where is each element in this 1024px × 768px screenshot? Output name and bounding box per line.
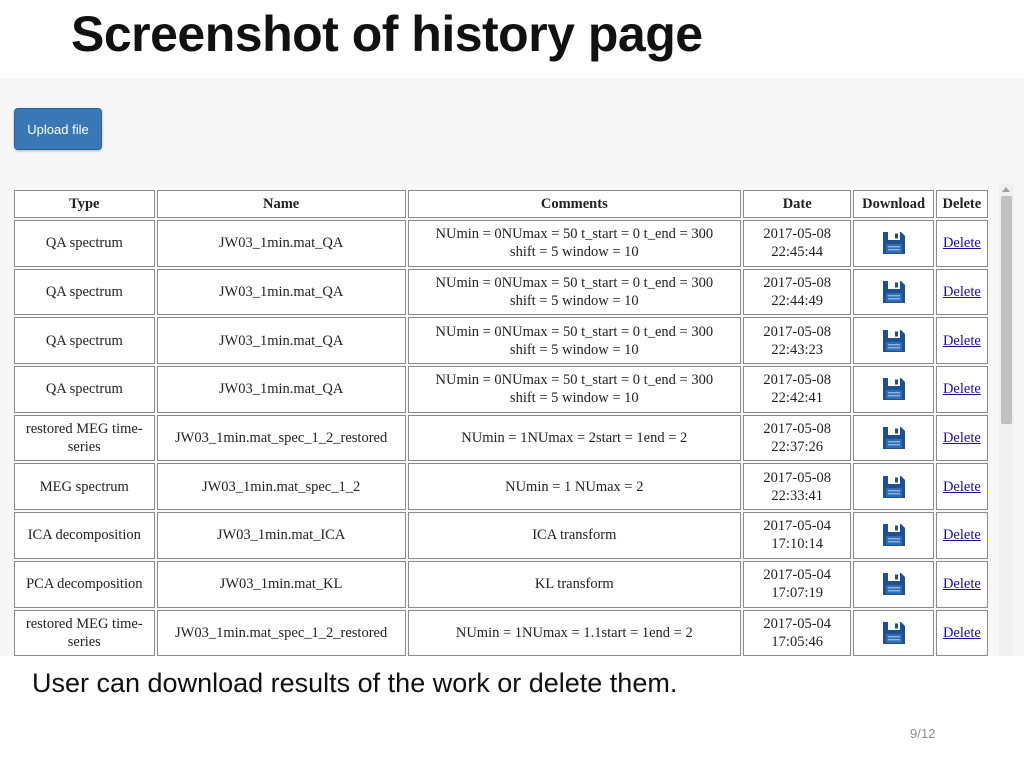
cell-name: JW03_1min.mat_QA [157, 220, 406, 267]
floppy-disk-icon[interactable] [881, 328, 907, 354]
comments-line-2: shift = 5 window = 10 [509, 341, 639, 358]
comments-line-1: NUmin = 0NUmax = 50 t_start = 0 t_end = 300 [435, 226, 714, 243]
delete-link[interactable]: Delete [942, 430, 981, 447]
table-row [14, 463, 988, 510]
cell-name: JW03_1min.mat_QA [157, 317, 406, 364]
cell-type: QA spectrum [14, 366, 155, 413]
date-text: 2017-05-08 [763, 226, 832, 243]
cell-name: JW03_1min.mat_KL [157, 561, 406, 608]
cell-type: QA spectrum [14, 220, 155, 267]
column-header-comments: Comments [408, 190, 741, 218]
time-text: 22:45:44 [771, 244, 823, 261]
floppy-disk-icon[interactable] [881, 620, 907, 646]
cell-date [743, 317, 851, 364]
page-number: 9/12 [910, 726, 936, 741]
cell-name: JW03_1min.mat_spec_1_2_restored [157, 610, 406, 657]
table-row [14, 415, 988, 462]
cell-comments [408, 269, 741, 316]
comments-line-2: shift = 5 window = 10 [509, 244, 639, 261]
time-text: 22:43:23 [771, 341, 823, 358]
table-row [14, 610, 988, 657]
cell-delete [936, 512, 988, 559]
cell-date [743, 220, 851, 267]
cell-comments [408, 610, 741, 657]
cell-comments [408, 220, 741, 267]
floppy-disk-icon[interactable] [881, 474, 907, 500]
cell-delete [936, 269, 988, 316]
cell-comments [408, 463, 741, 510]
cell-date [743, 512, 851, 559]
cell-name: JW03_1min.mat_spec_1_2 [157, 463, 406, 510]
cell-delete [936, 366, 988, 413]
cell-type: QA spectrum [14, 317, 155, 364]
floppy-disk-icon[interactable] [881, 571, 907, 597]
cell-name: JW03_1min.mat_QA [157, 366, 406, 413]
comments-line-2: shift = 5 window = 10 [509, 293, 639, 310]
cell-delete [936, 415, 988, 462]
time-text: 17:05:46 [771, 633, 823, 650]
cell-type: MEG spectrum [14, 463, 155, 510]
vertical-scrollbar[interactable] [999, 184, 1014, 656]
date-text: 2017-05-08 [763, 421, 832, 438]
date-text: 2017-05-04 [763, 518, 832, 535]
column-header-name: Name [157, 190, 406, 218]
cell-comments [408, 415, 741, 462]
floppy-disk-icon[interactable] [881, 425, 907, 451]
time-text: 17:07:19 [771, 585, 823, 602]
cell-date [743, 269, 851, 316]
floppy-disk-icon[interactable] [881, 376, 907, 402]
cell-delete [936, 561, 988, 608]
cell-type: PCA decomposition [14, 561, 155, 608]
cell-download [853, 512, 933, 559]
time-text: 22:44:49 [771, 293, 823, 310]
table-row [14, 269, 988, 316]
cell-delete [936, 463, 988, 510]
comments-line-1: NUmin = 1NUmax = 2start = 1end = 2 [461, 430, 688, 447]
delete-link[interactable]: Delete [942, 527, 981, 544]
delete-link[interactable]: Delete [942, 381, 981, 398]
delete-link[interactable]: Delete [942, 235, 981, 252]
cell-download [853, 269, 933, 316]
comments-line-2: shift = 5 window = 10 [509, 390, 639, 407]
date-text: 2017-05-04 [763, 567, 832, 584]
cell-delete [936, 610, 988, 657]
cell-date [743, 366, 851, 413]
cell-type: restored MEG time-series [14, 415, 155, 462]
column-header-type: Type [14, 190, 155, 218]
comments-line-1: ICA transform [532, 527, 617, 544]
date-text: 2017-05-08 [763, 372, 832, 389]
slide-caption: User can download results of the work or delete them. [32, 668, 678, 698]
cell-date [743, 415, 851, 462]
date-text: 2017-05-08 [763, 275, 832, 292]
cell-name: JW03_1min.mat_QA [157, 269, 406, 316]
cell-comments [408, 561, 741, 608]
comments-line-1: KL transform [534, 576, 614, 593]
cell-comments [408, 366, 741, 413]
floppy-disk-icon[interactable] [881, 279, 907, 305]
history-page-screenshot [0, 78, 1024, 656]
cell-type: restored MEG time-series [14, 610, 155, 657]
table-row [14, 366, 988, 413]
comments-line-1: NUmin = 1 NUmax = 2 [505, 478, 644, 495]
column-header-date: Date [743, 190, 851, 218]
cell-comments [408, 317, 741, 364]
cell-date [743, 610, 851, 657]
comments-line-1: NUmin = 0NUmax = 50 t_start = 0 t_end = 300 [435, 372, 714, 389]
delete-link[interactable]: Delete [942, 332, 981, 349]
slide-title: Screenshot of history page [71, 6, 703, 62]
date-text: 2017-05-04 [763, 615, 832, 632]
comments-line-1: NUmin = 1NUmax = 1.1start = 1end = 2 [455, 624, 693, 641]
cell-delete [936, 317, 988, 364]
cell-type: ICA decomposition [14, 512, 155, 559]
time-text: 22:37:26 [771, 439, 823, 456]
delete-link[interactable]: Delete [942, 624, 981, 641]
cell-date [743, 561, 851, 608]
upload-file-button[interactable]: Upload file [14, 108, 102, 150]
cell-type: QA spectrum [14, 269, 155, 316]
cell-download [853, 220, 933, 267]
table-row [14, 317, 988, 364]
cell-comments [408, 512, 741, 559]
scrollbar-thumb[interactable] [1001, 196, 1012, 424]
time-text: 17:10:14 [771, 536, 823, 553]
column-header-delete: Delete [936, 190, 988, 218]
cell-delete [936, 220, 988, 267]
date-text: 2017-05-08 [763, 323, 832, 340]
cell-name: JW03_1min.mat_ICA [157, 512, 406, 559]
delete-link[interactable]: Delete [942, 576, 981, 593]
floppy-disk-icon[interactable] [881, 522, 907, 548]
table-row [14, 512, 988, 559]
comments-line-1: NUmin = 0NUmax = 50 t_start = 0 t_end = 300 [435, 275, 714, 292]
table-header-row [14, 190, 988, 218]
history-table [12, 188, 990, 656]
cell-download [853, 463, 933, 510]
cell-download [853, 366, 933, 413]
date-text: 2017-05-08 [763, 469, 832, 486]
table-row [14, 220, 988, 267]
comments-line-1: NUmin = 0NUmax = 50 t_start = 0 t_end = 300 [435, 323, 714, 340]
delete-link[interactable]: Delete [942, 284, 981, 301]
cell-name: JW03_1min.mat_spec_1_2_restored [157, 415, 406, 462]
cell-download [853, 317, 933, 364]
floppy-disk-icon[interactable] [881, 230, 907, 256]
cell-download [853, 415, 933, 462]
column-header-download: Download [853, 190, 933, 218]
time-text: 22:33:41 [771, 487, 823, 504]
scroll-up-arrow-icon[interactable] [1002, 187, 1010, 192]
cell-date [743, 463, 851, 510]
cell-download [853, 610, 933, 657]
table-row [14, 561, 988, 608]
time-text: 22:42:41 [771, 390, 823, 407]
delete-link[interactable]: Delete [942, 478, 981, 495]
cell-download [853, 561, 933, 608]
